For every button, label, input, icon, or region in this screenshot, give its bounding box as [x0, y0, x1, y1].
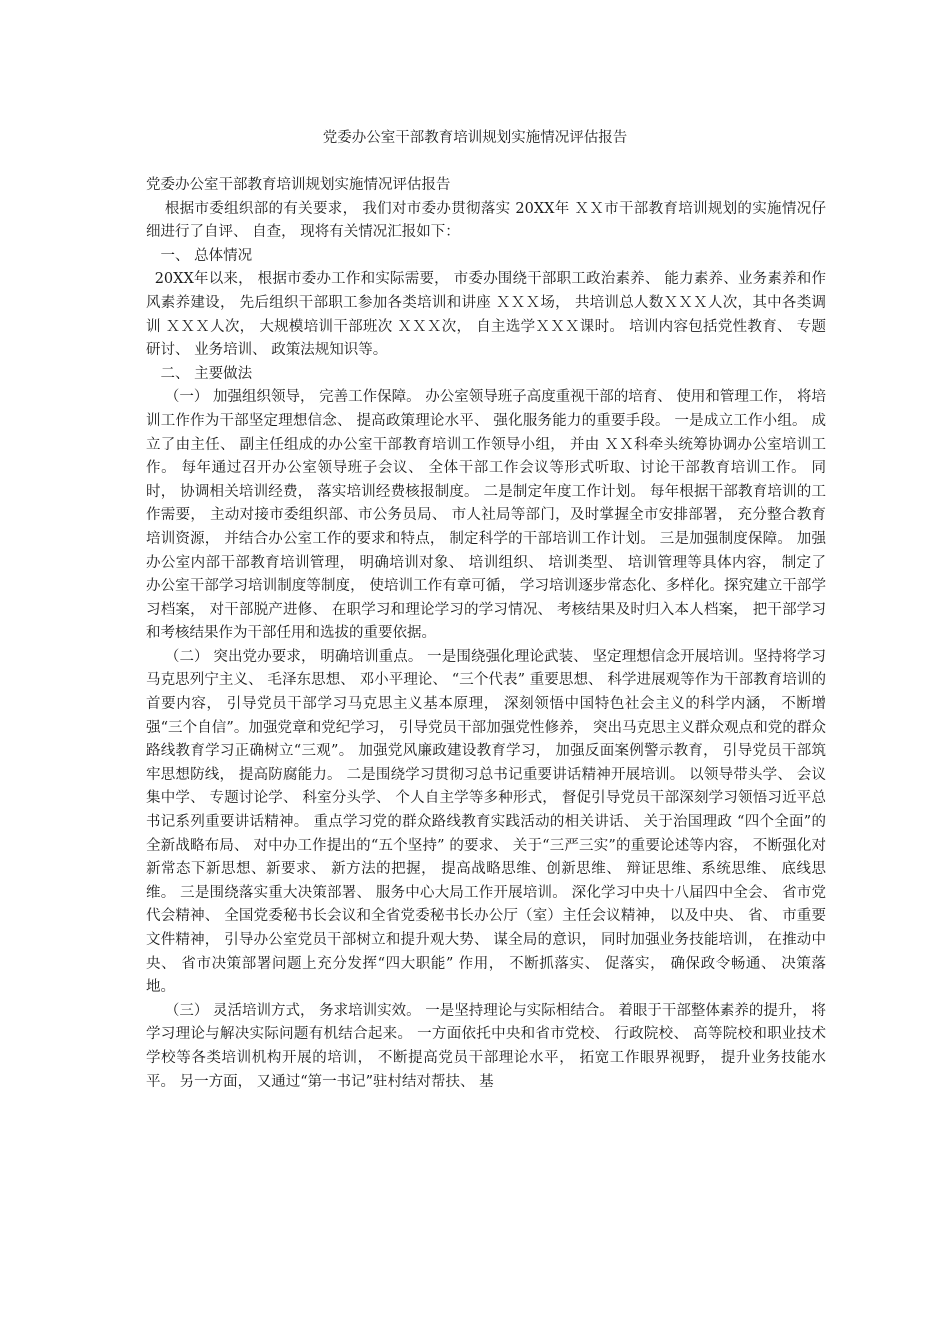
section-1-heading: 一、 总体情况: [160, 247, 253, 264]
section-2-paragraph-3: （三） 灵活培训方式， 务求培训实效。 一是坚持理论与实际相结合。 着眼于干部整体素养的提升， 将学习理论与解决实际问题有机结合起来。 一方面依托中央和省市党校、 行政院校、 高等院校和职业技术学校等各类培训机构开展的培训， 不断提高党员干部理论水平， 拓宽工作眼界视野， 提升业务技能水平。 另一方面， 又通过“第一书记”驻村结对帮扶、 基: [146, 1002, 826, 1090]
section-2-heading: 二、 主要做法: [160, 365, 253, 382]
section-2-paragraph-1: （一） 加强组织领导， 完善工作保障。 办公室领导班子高度重视干部的培育、 使用和管理工作， 将培训工作作为干部坚定理想信念、 提高政策理论水平、 强化服务能力的重要手段。 一是成立工作小组。 成立了由主任、 副主任组成的办公室干部教育培训工作领导小组， 并由 ＸＸ科牵头统筹协调办公室培训工作。 每年通过召开办公室领导班子会议、 全体干部工作会议等形式听取、讨论干部教育培训工作。 同时， 协调相关培训经费， 落实培训经费核报制度。 二是制定年度工作计划。 每年根据干部教育培训的工作需要， 主动对接市委组织部、市公务员局、 市人社局等部门，及时掌握全市安排部署， 充分整合教育培训资源， 并结合办公室工作的要求和特点， 制定科学的干部培训工作计划。 三是加强制度保障。 加强办公室内部干部教育培训管理， 明确培训对象、 培训组织、 培训类型、 培训管理等具体内容， 制定了 办公室干部学习培训制度等制度， 使培训工作有章可循， 学习培训逐步常态化、多样化。探究建立干部学习档案， 对干部脱产进修、 在职学习和理论学习的学习情况、 考核结果及时归入本人档案， 把干部学习和考核结果作为干部任用和选拔的重要依据。: [146, 389, 826, 642]
document-subtitle: 党委办公室干部教育培训规划实施情况评估报告: [146, 177, 451, 193]
document-body: [146, 174, 826, 1094]
section-1-paragraph: 20XX年以来， 根据市委办工作和实际需要， 市委办围绕干部职工政治素养、 能力素养、业务素养和作风素养建设， 先后组织干部职工参加各类培训和讲座 ＸＸＸ场， 共培训总人数ＸＸＸ人次，其中各类调训 ＸＸＸ人次， 大规模培训干部班次 ＸＸＸ次， 自主选学ＸＸＸ课时。 培训内容包括党性教育、 专题研讨、 业务培训、 政策法规知识等。: [146, 271, 826, 359]
section-2-paragraph-2: （二） 突出党办要求， 明确培训重点。 一是围绕强化理论武装、 坚定理想信念开展培训。坚持将学习马克思列宁主义、 毛泽东思想、 邓小平理论、 “三个代表” 重要思想、 科学进展观等作为干部教育培训的首要内容， 引导党员干部学习马克思主义基本原理， 深刻领悟中国特色社会主义的科学内涵， 不断增强“三个自信”。加强党章和党纪学习， 引导党员干部加强党性修养， 突出马克思主义群众观点和党的群众路线教育学习正确树立“三观”。 加强党风廉政建设教育学习， 加强反面案例警示教育， 引导党员干部筑牢思想防线， 提高防腐能力。 二是围绕学习贯彻习总书记重要讲话精神开展培训。 以领导带头学、 会议集中学、 专题讨论学、 科室分头学、 个人自主学等多种形式， 督促引导党员干部深刻学习领悟习近平总书记系列重要讲话精神。 重点学习党的群众路线教育实践活动的相关讲话、 关于治国理政 “四个全面”的全新战略布局、 对中办工作提出的“五个坚持” 的要求、 关于“三严三实”的重要论述等内容， 不断强化对新常态下新思想、新要求、 新方法的把握， 提高战略思维、创新思维、 辩证思维、系统思维、 底线思维。 三是围绕落实重大决策部署、 服务中心大局工作开展培训。 深化学习中央十八届四中全会、 省市党代会精神、 全国党委秘书长会议和全省党委秘书长办公厅（室）主任会议精神， 以及中央、 省、 市重要文件精神， 引导办公室党员干部树立和提升观大势、 谋全局的意识， 同时加强业务技能培训， 在推动中央、 省市决策部署问题上充分发挥“四大职能” 作用， 不断抓落实、 促落实， 确保政令畅通、 决策落地。: [146, 648, 826, 996]
document-title: 党委办公室干部教育培训规划实施情况评估报告: [322, 130, 628, 146]
intro-paragraph: 根据市委组织部的有关要求， 我们对市委办贯彻落实 20XX年 ＸＸ市干部教育培训规划的实施情况仔细进行了自评、 自查， 现将有关情况汇报如下：: [146, 200, 826, 241]
